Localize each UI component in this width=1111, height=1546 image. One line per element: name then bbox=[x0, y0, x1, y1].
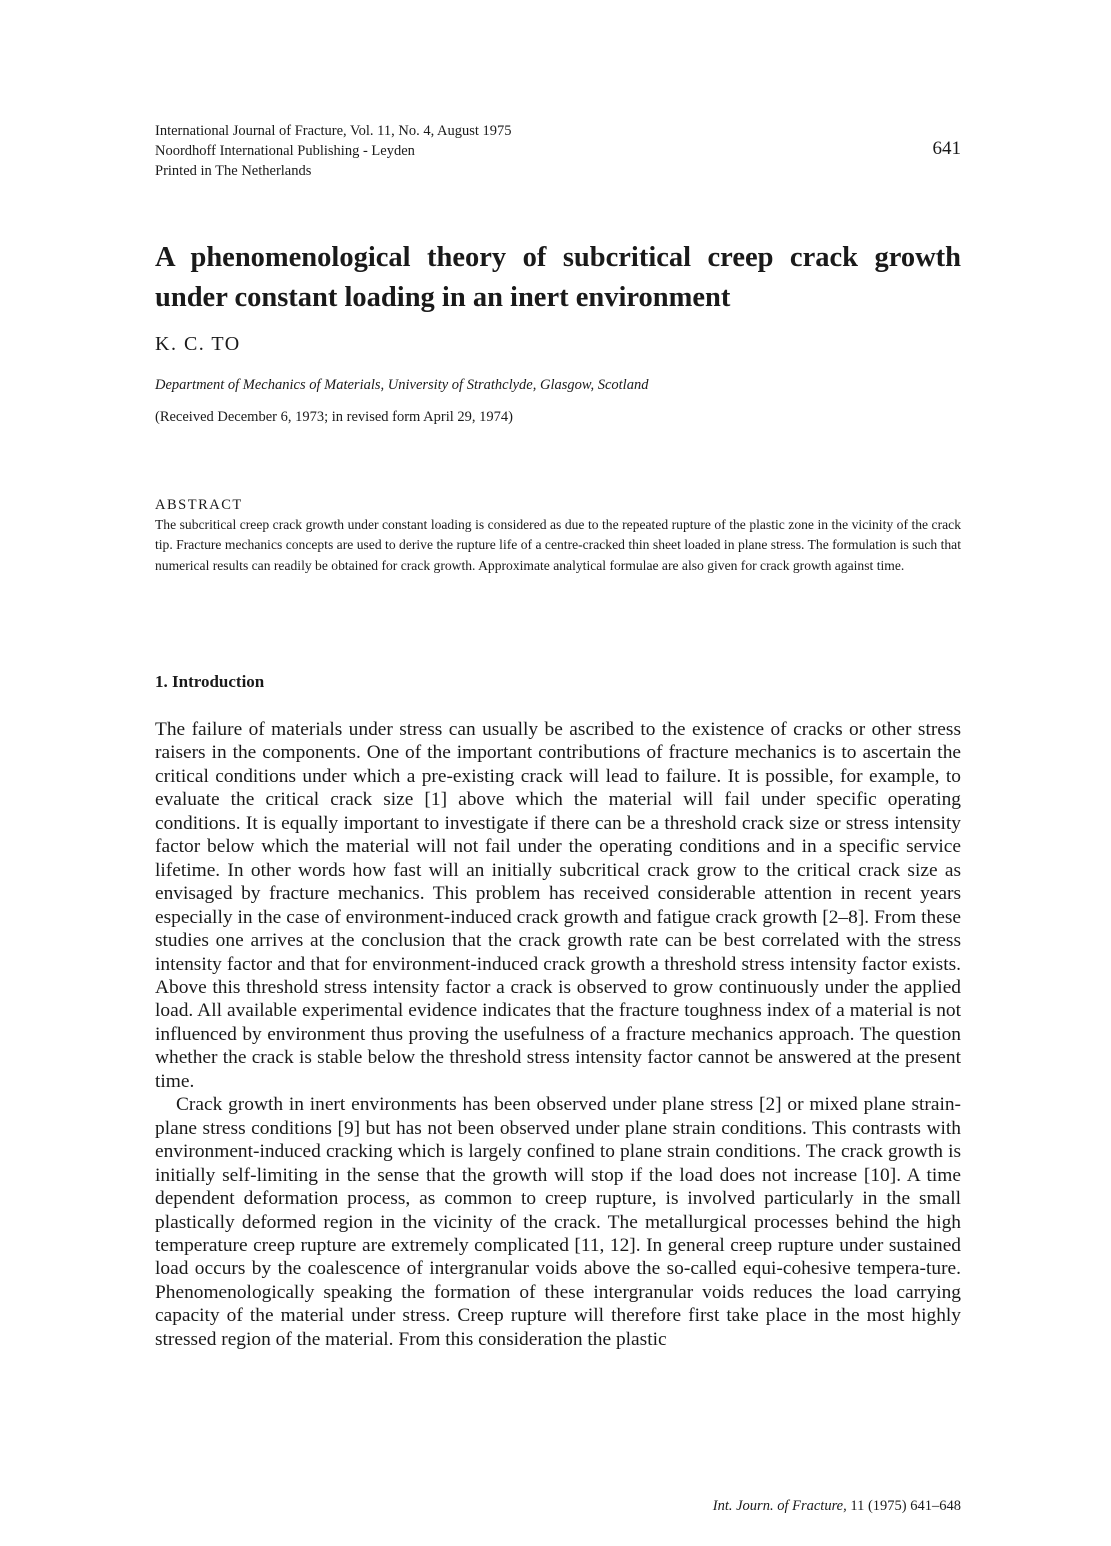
paragraph: The failure of materials under stress can usually be ascribed to the existence of cracks or other stress raisers in the components. One of the important contributions of fracture mechanics is to ascertain the critical conditions under which a pre-existing crack will lead to failure. It is possible, for example, to evaluate the critical crack size [1] above which the material will fail under specific operating conditions. It is equally important to investigate if there can be a threshold crack size or stress intensity factor below which the material will not fail under the operating conditions and in a specific service lifetime. In other words how fast will an initially subcritical crack grow to the critical crack size as envisaged by fracture mechanics. This problem has received considerable attention in recent years especially in the case of environment-induced crack growth and fatigue crack growth [2–8]. From these studies one arrives at the conclusion that the crack growth rate can be best correlated with the stress intensity factor and that for environment-induced crack growth a threshold stress intensity factor exists. Above this threshold stress intensity factor a crack is observed to grow continuously under the applied load. All available experimental evidence indicates that the fracture toughness index of a material is not influenced by environment thus proving the usefulness of a fracture mechanics approach. The question whether the crack is stable below the threshold stress intensity factor cannot be answered at the present time. bbox=[155, 719, 961, 1092]
article-page bbox=[155, 0, 961, 1546]
journal-line: International Journal of Fracture, Vol. 11, No. 4, August 1975 bbox=[155, 123, 512, 139]
introduction-body bbox=[155, 718, 961, 1351]
article-title: A phenomenological theory of subcritical creep crack growth under constant loading in an inert environment bbox=[155, 242, 961, 313]
printed-line: Printed in The Netherlands bbox=[155, 163, 312, 179]
section-heading-introduction: 1. Introduction bbox=[155, 672, 265, 691]
footer-citation bbox=[713, 1498, 961, 1515]
author-affiliation: Department of Mechanics of Materials, University of Strathclyde, Glasgow, Scotland bbox=[155, 377, 649, 393]
footer-journal-abbrev: Int. Journ. of Fracture, bbox=[712, 1498, 847, 1514]
author-name: K. C. TO bbox=[155, 333, 241, 355]
paragraph: Crack growth in inert environments has been observed under plane stress [2] or mixed plane strain-plane stress conditions [9] but has not been observed under plane strain conditions. This contrasts with environment-induced cracking which is largely confined to plane strain conditions. The crack growth is initially self-limiting in the sense that the growth will stop if the load does not increase [10]. A time dependent deformation process, as common to creep rupture, is involved particularly in the small plastically deformed region in the vicinity of the crack. The metallurgical processes behind the high temperature creep rupture are extremely complicated [11, 12]. In general creep rupture under sustained load occurs by the coalescence of intergranular voids above the so-called equi-cohesive tempera-ture. Phenomenologically speaking the formation of these intergranular voids reduces the load carrying capacity of the material under stress. Creep rupture will therefore first take place in the most highly stressed region of the material. From this consideration the plastic bbox=[155, 1094, 961, 1350]
footer-volume-pages: 11 (1975) 641–648 bbox=[846, 1498, 961, 1514]
abstract-text: The subcritical creep crack growth under constant loading is considered as due to the repeated rupture of the plastic zone in the vicinity of the crack tip. Fracture mechanics concepts are used to derive the rupture life of a centre-cracked thin sheet loaded in plane stress. The formulation is such that numerical results can readily be obtained for crack growth. Approximate analytical formulae are also given for crack growth against time. bbox=[155, 517, 961, 573]
page-number: 641 bbox=[932, 138, 961, 159]
abstract-heading: ABSTRACT bbox=[155, 497, 243, 513]
journal-info bbox=[155, 121, 512, 181]
received-dates: (Received December 6, 1973; in revised form April 29, 1974) bbox=[155, 409, 513, 425]
publisher-line: Noordhoff International Publishing - Leyden bbox=[155, 143, 415, 159]
